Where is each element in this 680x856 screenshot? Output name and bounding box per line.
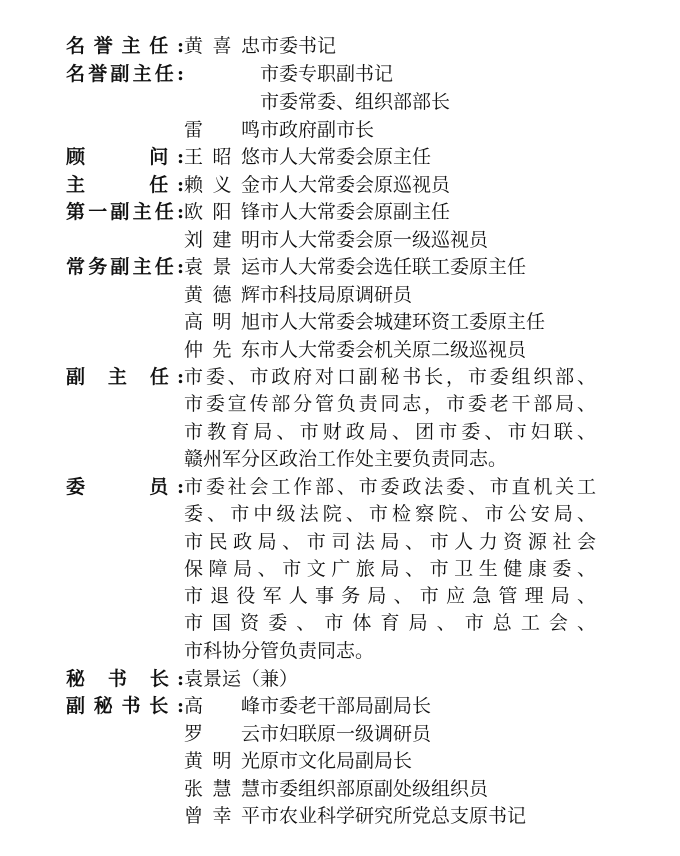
member-name: 赖义金	[184, 174, 260, 196]
member-name: 高 峰	[184, 695, 260, 717]
section-label: 副 主 任:	[66, 366, 184, 388]
member-name: 黄明光	[184, 750, 260, 772]
member-role: 市委书记	[260, 35, 337, 57]
member-name: 黄喜忠	[184, 35, 260, 57]
member-role: 市委组织部原副处级组织员	[260, 778, 489, 800]
vice-directors-text	[184, 364, 596, 473]
member-name: 曾幸平	[184, 805, 260, 827]
text-line: 市教育局、市财政局、团市委、市妇联、	[184, 420, 596, 443]
member-role: 市人大常委会原巡视员	[260, 174, 451, 196]
section-label: 秘 书 长:	[66, 668, 184, 690]
member-role: 市人大常委会选任联工委原主任	[260, 256, 527, 278]
section-label: 常务副主任:	[66, 256, 184, 278]
member-role: 市委老干部局副局长	[260, 695, 432, 717]
secretary-general-name: 袁景运（兼）	[184, 668, 299, 690]
text-line: 保障局、市文广旅局、市卫生健康委、	[184, 557, 596, 580]
member-role: 市委专职副书记	[260, 63, 394, 85]
text-line: 市退役军人事务局、市应急管理局、	[184, 585, 596, 608]
member-role: 市科技局原调研员	[260, 284, 413, 306]
text-line: 市国资委、市体育局、市总工会、	[184, 612, 596, 635]
section-label: 主 任:	[66, 174, 184, 196]
text-line: 市委宣传部分管负责同志，市委老干部局、	[184, 393, 596, 416]
member-name: 王昭悠	[184, 146, 260, 168]
member-name: 黄德辉	[184, 284, 260, 306]
section-label: 委 员:	[66, 476, 184, 498]
section-label: 名誉主任:	[66, 35, 184, 57]
member-name: 袁景运	[184, 256, 260, 278]
section-label: 第一副主任:	[66, 201, 184, 223]
member-name: 雷 鸣	[184, 119, 260, 141]
member-role: 市人大常委会机关原二级巡视员	[260, 339, 527, 361]
member-role: 市农业科学研究所党总支原书记	[260, 805, 527, 827]
member-role: 市人大常委会原副主任	[260, 201, 451, 223]
member-role: 市人大常委会城建环资工委原主任	[260, 311, 546, 333]
text-line: 市委社会工作部、市委政法委、市直机关工	[184, 476, 596, 498]
member-role: 原市文化局副局长	[260, 750, 413, 772]
section-label: 名誉副主任:	[66, 63, 184, 85]
member-name: 刘建明	[184, 229, 260, 251]
text-line: 市科协分管负责同志。	[184, 639, 375, 662]
text-line: 赣州军分区政治工作处主要负责同志。	[184, 447, 508, 470]
section-label: 顾 问:	[66, 146, 184, 168]
section-label: 副秘书长:	[66, 695, 184, 717]
member-name: 欧阳锋	[184, 201, 260, 223]
member-role: 市委常委、组织部部长	[260, 91, 451, 113]
member-role: 市政府副市长	[260, 119, 375, 141]
member-role: 市人大常委会原主任	[260, 146, 432, 168]
member-name: 高明旭	[184, 311, 260, 333]
text-line: 委、市中级法院、市检察院、市公安局、	[184, 503, 596, 526]
member-name: 张慧慧	[184, 778, 260, 800]
member-role: 市人大常委会原一级巡视员	[260, 229, 489, 251]
member-name: 罗 云	[184, 723, 260, 745]
member-name: 仲先东	[184, 339, 260, 361]
text-line: 市民政局、市司法局、市人力资源社会	[184, 530, 596, 553]
member-role: 市妇联原一级调研员	[260, 723, 432, 745]
members-text	[184, 474, 596, 665]
text-line: 市委、市政府对口副秘书长，市委组织部、	[184, 366, 596, 388]
